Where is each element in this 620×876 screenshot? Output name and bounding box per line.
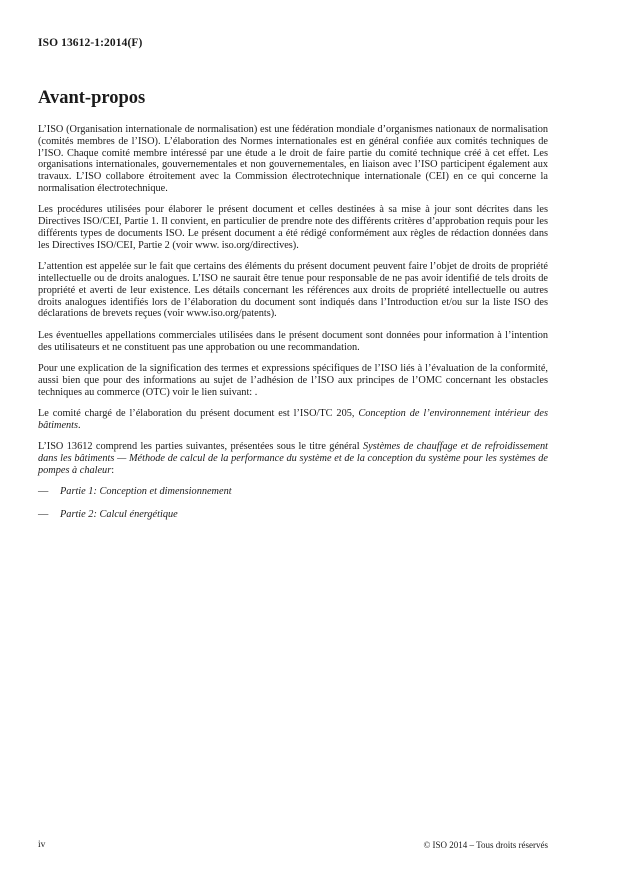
part-label: Partie 2: Calcul énergétique	[60, 508, 178, 520]
committee-suffix: .	[78, 419, 81, 431]
paragraph-committee	[38, 408, 548, 432]
paragraph-patent-rights: L’attention est appelée sur le fait que certains des éléments du présent document peuvent faire l’objet de droits de propriété intellectuelle ou de droits analogues. L’ISO ne saurait être tenue pour responsable de ne pas avoir identifié de tels droits de propriété et averti de leur existence. Les détails concernant les références aux droits de propriété intellectuelle ou autres droits analogues identifiés lors de l’élaboration du document sont indiqués dans l’Introduction et/ou sur la liste ISO des déclarations de brevets reçues (voir www.iso.org/patents).	[38, 261, 548, 320]
page-title: Avant-propos	[38, 88, 146, 108]
committee-text: Le comité chargé de l’élaboration du présent document est l’ISO/TC 205,	[38, 407, 359, 419]
part-label: Partie 1: Conception et dimensionnement	[60, 486, 232, 498]
parts-intro-suffix: :	[111, 464, 115, 476]
paragraph-parts-intro	[38, 441, 548, 476]
list-dash: —	[38, 508, 49, 520]
parts-intro-text: L’ISO 13612 comprend les parties suivantes, présentées sous le titre général	[38, 441, 364, 453]
paragraph-procedures: Les procédures utilisées pour élaborer le présent document et celles destinées à sa mise à jour sont décrites dans les Directives ISO/CEI, Partie 1. Il convient, en particulier de prendre note des différents critères d’approbation requis pour les différents types de documents ISO. Le présent document a été rédigé conformément aux règles de rédaction données dans les Directives ISO/CEI, Partie 2 (voir www. iso.org/directives).	[38, 204, 548, 251]
paragraph-trade-names: Les éventuelles appellations commerciales utilisées dans le présent document sont données pour information à l’intention des utilisateurs et ne constituent pas une approbation ou une recommandation.	[38, 329, 548, 353]
list-dash: —	[38, 486, 49, 498]
document-id: ISO 13612-1:2014(F)	[38, 37, 143, 49]
list-item-part-2	[38, 509, 548, 521]
committee-title: Conception de l’environnement intérieur des bâtiments	[38, 407, 549, 431]
general-title: Systèmes de chauffage et de refroidissement dans les bâtiments — Méthode de calcul de la performance du système et de la conception du système pour les systèmes de pompes à chaleur	[38, 441, 548, 476]
page-number: iv	[38, 840, 46, 850]
copyright-notice: © ISO 2014 – Tous droits réservés	[423, 840, 548, 850]
list-item-part-1	[38, 486, 548, 498]
paragraph-conformity: Pour une explication de la signification des termes et expressions spécifiques de l’ISO liés à l’évaluation de la conformité, aussi bien que pour des informations au sujet de l’adhésion de l’ISO aux principes de l’OMC concernant les obstacles techniques au commerce (OTC) voir le lien suivant: .	[38, 362, 548, 398]
foreword-body	[38, 124, 548, 532]
paragraph-iso-organisation: L’ISO (Organisation internationale de normalisation) est une fédération mondiale d’organismes nationaux de normalisation (comités membres de l’ISO). L’élaboration des Normes internationales est en général confiée aux comités techniques de l’ISO. Chaque comité membre intéressé par une étude a le droit de faire partie du comité technique créé à cet effet. Les organisations internationales, gouvernementales et non gouvernementales, en liaison avec l’ISO participent également aux travaux. L’ISO collabore étroitement avec la Commission électrotechnique internationale (CEI) en ce qui concerne la normalisation électrotechnique.	[38, 124, 548, 194]
